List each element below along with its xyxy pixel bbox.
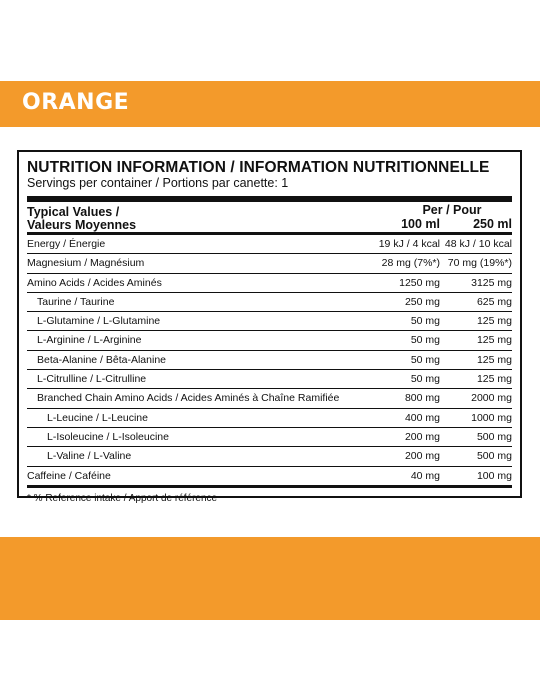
value-100ml: 200 mg [404, 430, 440, 443]
value-250ml: 70 mg (19%*) [447, 257, 512, 270]
value-250ml: 500 mg [476, 430, 512, 443]
nutrient-name: L-Isoleucine / L-Isoleucine [47, 430, 169, 443]
value-100ml: 28 mg (7%*) [381, 257, 440, 270]
table-row [27, 312, 512, 331]
table-row [27, 274, 512, 293]
flavor-title: ORANGE [22, 90, 130, 115]
nutrition-label [17, 150, 522, 504]
value-100ml: 200 mg [404, 450, 440, 463]
table-row [27, 293, 512, 312]
table-row [27, 351, 512, 370]
value-250ml: 125 mg [476, 334, 512, 347]
nutrient-name: Beta-Alanine / Bêta-Alanine [37, 353, 166, 366]
value-250ml: 1000 mg [471, 411, 512, 424]
label-title: NUTRITION INFORMATION / INFORMATION NUTRITIONNELLE [27, 159, 490, 176]
value-100ml: 19 kJ / 4 kcal [378, 238, 440, 250]
value-250ml: 125 mg [476, 353, 512, 366]
value-100ml: 40 mg [410, 469, 440, 482]
table-row [27, 428, 512, 447]
value-250ml: 2000 mg [471, 392, 512, 405]
value-250ml: 500 mg [476, 450, 512, 463]
value-100ml: 400 mg [404, 411, 440, 424]
value-100ml: 800 mg [404, 392, 440, 405]
value-250ml: 100 mg [476, 469, 512, 482]
flavor-banner [0, 81, 540, 127]
table-row [27, 370, 512, 389]
nutrient-name: Caffeine / Caféine [27, 469, 111, 482]
footnote: * % Reference intake / Apport de référence [27, 492, 218, 504]
table-header [27, 202, 512, 235]
table-row [27, 389, 512, 408]
value-100ml: 50 mg [410, 334, 440, 347]
value-100ml: 50 mg [410, 353, 440, 366]
table-row [27, 331, 512, 350]
nutrient-name: Energy / Énergie [27, 238, 106, 250]
table-row [27, 409, 512, 428]
value-250ml: 625 mg [476, 295, 512, 308]
value-250ml: 125 mg [476, 315, 512, 328]
value-100ml: 250 mg [404, 295, 440, 308]
table-row [27, 235, 512, 254]
bottom-banner [0, 537, 540, 620]
table-row [27, 447, 512, 466]
col-250ml-header: 250 ml [473, 217, 512, 231]
nutrient-name: L-Leucine / L-Leucine [47, 411, 148, 424]
nutrient-name: L-Arginine / L-Arginine [37, 334, 142, 347]
nutrient-name: Taurine / Taurine [37, 295, 115, 308]
value-100ml: 50 mg [410, 373, 440, 386]
nutrient-name: L-Citrulline / L-Citrulline [37, 373, 147, 386]
per-pour-header: Per / Pour [422, 203, 482, 217]
nutrition-rows [27, 235, 512, 488]
value-100ml: 1250 mg [399, 276, 440, 289]
value-250ml: 125 mg [476, 373, 512, 386]
col-100ml-header: 100 ml [401, 217, 440, 231]
nutrient-name: Magnesium / Magnésium [27, 257, 145, 270]
table-row [27, 254, 512, 273]
nutrient-name: L-Valine / L-Valine [47, 450, 132, 463]
value-250ml: 3125 mg [471, 276, 512, 289]
nutrient-name: Amino Acids / Acides Aminés [27, 276, 162, 289]
value-100ml: 50 mg [410, 315, 440, 328]
typical-values-line2: Valeurs Moyennes [27, 218, 137, 232]
table-row [27, 467, 512, 485]
value-250ml: 48 kJ / 10 kcal [444, 238, 512, 250]
nutrient-name: Branched Chain Amino Acids / Acides Aminés à Chaîne Ramifiée [37, 392, 340, 405]
servings-text: Servings per container / Portions par canette: 1 [27, 176, 512, 202]
typical-values-line1: Typical Values / [27, 205, 120, 219]
nutrient-name: L-Glutamine / L-Glutamine [37, 315, 161, 328]
typical-values-header [27, 206, 136, 232]
